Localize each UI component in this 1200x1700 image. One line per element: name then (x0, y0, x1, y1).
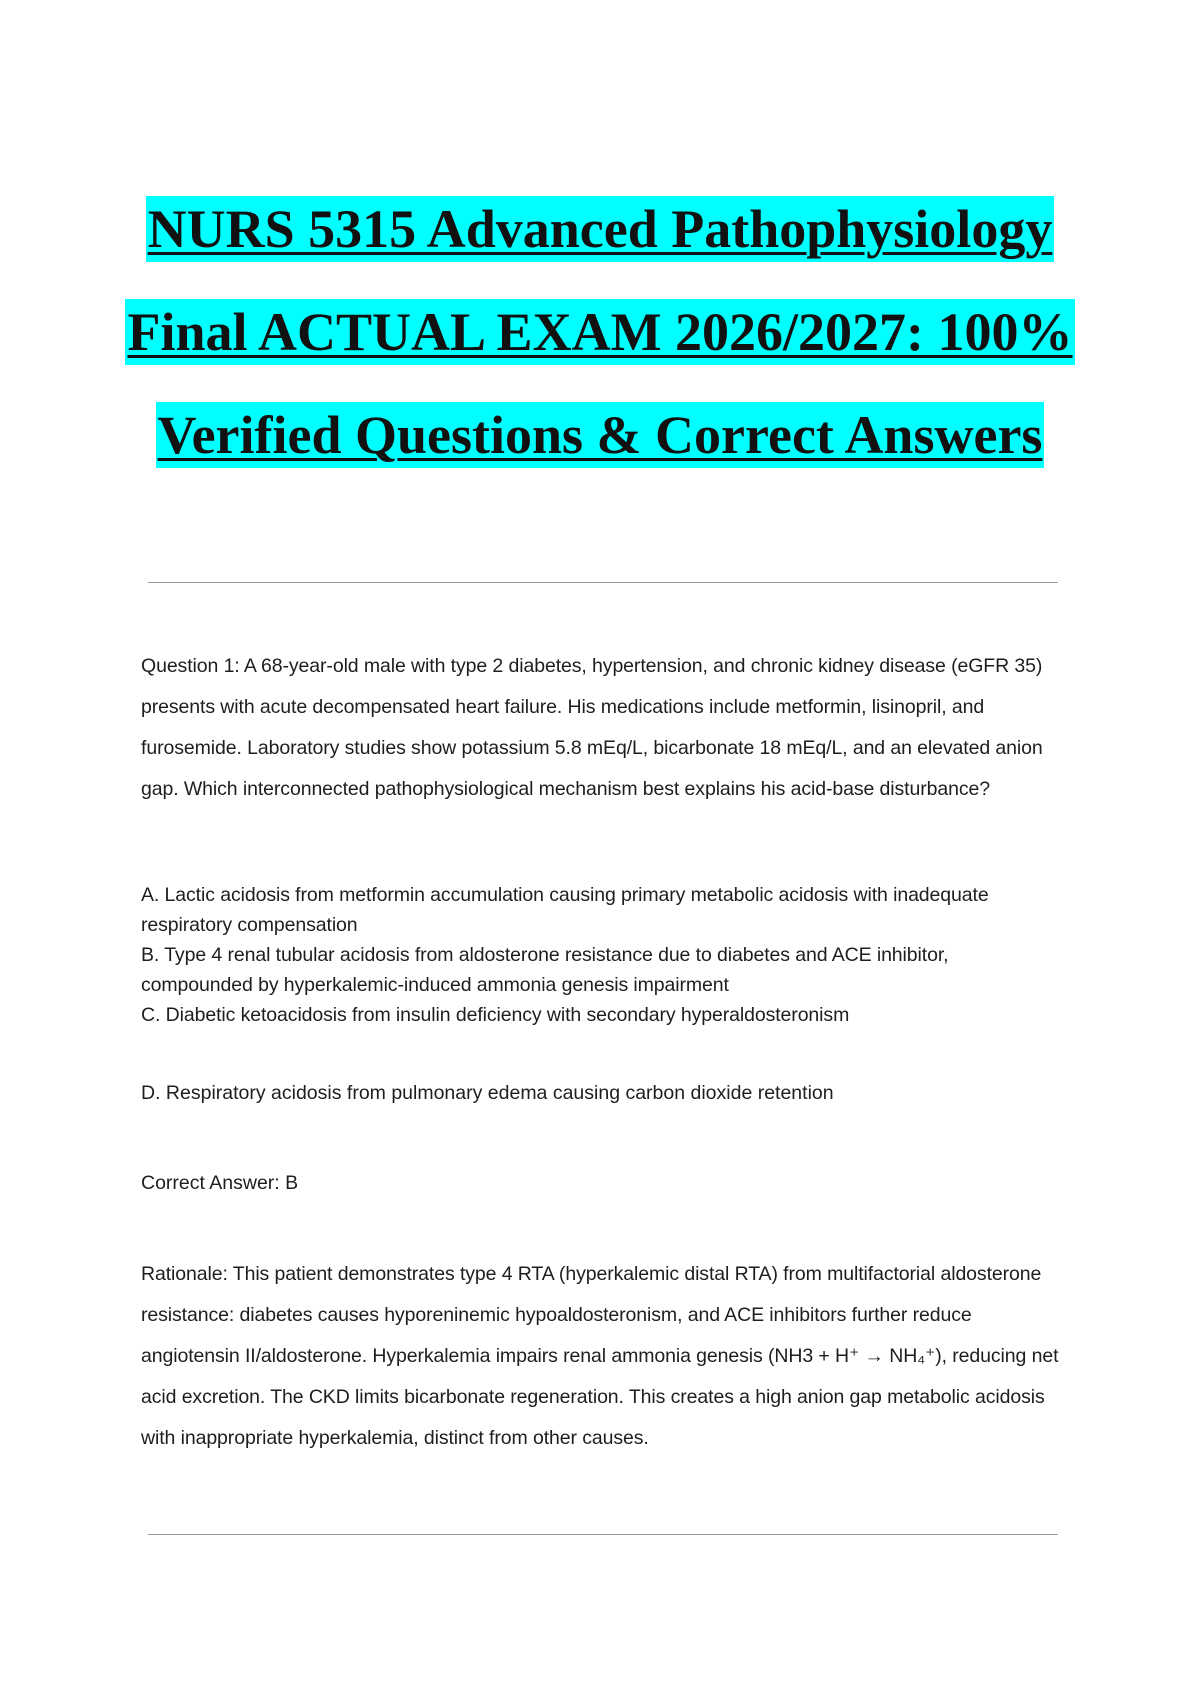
option-d: D. Respiratory acidosis from pulmonary edema causing carbon dioxide retention (141, 1082, 834, 1104)
top-divider (148, 582, 1058, 583)
question-stem (141, 646, 1061, 810)
rationale (141, 1254, 1061, 1459)
bottom-divider (148, 1534, 1058, 1535)
title-line-3: Verified Questions & Correct Answers (156, 402, 1045, 468)
correct-answer: Correct Answer: B (141, 1172, 299, 1194)
option-b: B. Type 4 renal tubular acidosis from aldosterone resistance due to diabetes and ACE inhibitor, compounded by hyperkalemic-induced ammonia genesis impairment (141, 944, 949, 996)
answer-options (141, 880, 1061, 1030)
question-text: Question 1: A 68-year-old male with type 2 diabetes, hypertension, and chronic kidney disease (eGFR 35) presents with acute decompensated heart failure. His medications include metformin, lisinopril, and furosemide. Laboratory studies show potassium 5.8 mEq/L, bicarbonate 18 mEq/L, and an elevated anion gap. Which interconnected pathophysiological mechanism best explains his acid-base disturbance? (141, 655, 1043, 800)
rationale-text: Rationale: This patient demonstrates type 4 RTA (hyperkalemic distal RTA) from multifactorial aldosterone resistance: diabetes causes hyporeninemic hypoaldosteronism, and ACE inhibitors further reduce angiotensin II/aldosterone. Hyperkalemia impairs renal ammonia genesis (NH3 + H⁺ → NH₄⁺), reducing net acid excretion. The CKD limits bicarbonate regeneration. This creates a high anion gap metabolic acidosis with inappropriate hyperkalemia, distinct from other causes. (141, 1263, 1059, 1449)
title-line-2: Final ACTUAL EXAM 2026/2027: 100% (125, 299, 1074, 365)
document-title (0, 196, 1200, 505)
option-a: A. Lactic acidosis from metformin accumulation causing primary metabolic acidosis with inadequate respiratory compensation (141, 884, 989, 936)
option-c: C. Diabetic ketoacidosis from insulin deficiency with secondary hyperaldosteronism (141, 1004, 850, 1026)
title-line-1: NURS 5315 Advanced Pathophysiology (146, 196, 1055, 262)
